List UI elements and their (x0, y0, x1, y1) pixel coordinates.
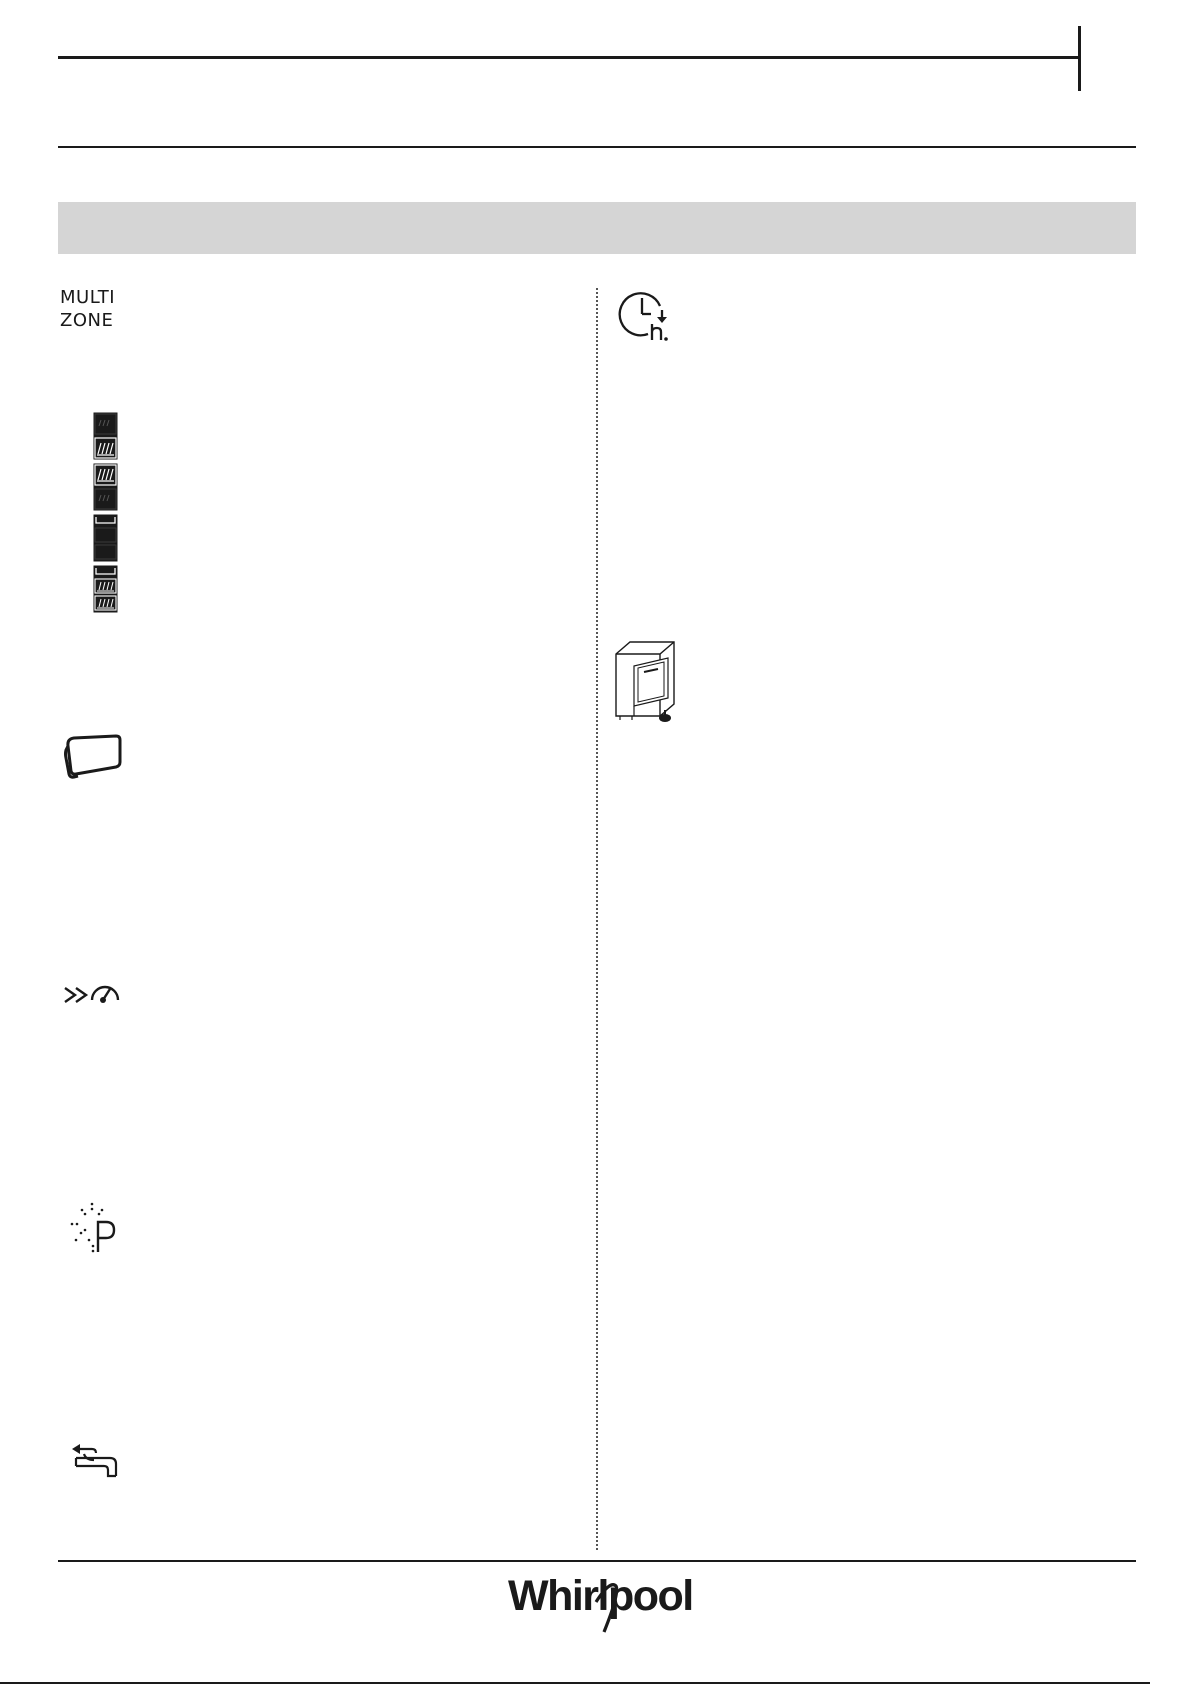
header-corner-tick (1078, 26, 1081, 91)
section-title-bar (58, 202, 1136, 254)
tap-water-icon (68, 1440, 122, 1478)
dishwasher-appliance-icon (612, 640, 678, 726)
header-divider (58, 146, 1136, 148)
sparkle-p-icon (66, 1200, 122, 1256)
brand-wordmark: Whirlpool (508, 1572, 693, 1620)
rack-cutlery-zone-icon (93, 514, 118, 562)
delay-clock-icon (618, 288, 676, 344)
header-top-rule (58, 56, 1080, 59)
fast-speed-icon (62, 978, 122, 1008)
multizone-label-line2: ZONE (60, 310, 114, 331)
column-divider (596, 288, 598, 1550)
page-bottom-rule (0, 1682, 1150, 1684)
rack-lower-zone-icon (93, 412, 118, 460)
whirlpool-logo (500, 1562, 700, 1636)
multizone-icon (60, 286, 140, 336)
rack-upper-zone-icon (93, 463, 118, 511)
tablet-icon (62, 734, 124, 780)
multizone-label-line1: MULTI (60, 287, 116, 308)
rack-cutlery-lower-zone-icon (93, 565, 118, 613)
